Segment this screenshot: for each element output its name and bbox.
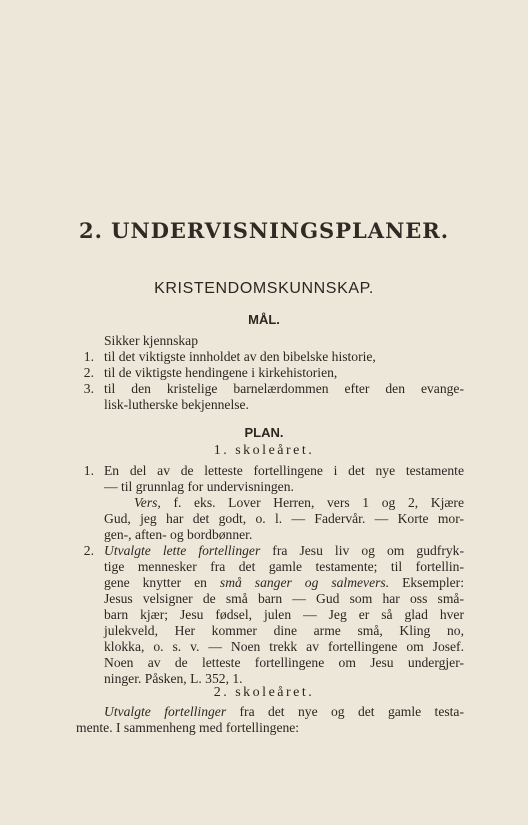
plan-item-1-vers-line: gen-, aften- og bordbønner. xyxy=(104,527,253,542)
mal-item-1: til det viktigste innholdet av den bibelske historie, xyxy=(104,349,376,364)
vers-label: Vers, xyxy=(134,495,161,510)
section-heading: 2. UNDERVISNINGSPLANER. xyxy=(78,218,450,243)
mal-item-2-num: 2. xyxy=(83,365,94,380)
plan-item-1-line: — til grunnlag for undervisningen. xyxy=(104,479,294,494)
plan-item-2-line: Jesus velsigner de små barn — Gud som har oss små- xyxy=(104,591,464,606)
year-2-text: fra det nye og det gamle testa- xyxy=(226,704,464,719)
plan-item-2-line: Noen av de letteste fortellingene om Jesu undergjer- xyxy=(104,655,464,670)
plan-item-2-line xyxy=(104,575,464,591)
year-2-italic: Utvalgte fortellinger xyxy=(104,704,227,719)
plan-item-2-num: 2. xyxy=(83,543,94,558)
year-2-heading: 2. skoleåret. xyxy=(213,685,315,700)
year-2-line xyxy=(104,704,464,720)
plan-item-2-italic: små sanger og salmevers. xyxy=(219,575,390,590)
plan-item-1-vers xyxy=(134,495,464,511)
plan-item-2-line: klokka, o. s. v. — Noen trekk av fortellingene om Josef. xyxy=(104,639,464,654)
plan-item-2-line xyxy=(104,543,464,559)
mal-item-1-num: 1. xyxy=(83,349,94,364)
mal-intro: Sikker kjennskap xyxy=(104,333,199,348)
plan-item-2-line: tige mennesker fra det gamle testamente; til fortellin- xyxy=(104,559,464,574)
plan-item-1-line: En del av de letteste fortellingene i det nye testamente xyxy=(104,463,464,478)
plan-item-2-text: fra Jesu liv og om gudfryk- xyxy=(260,543,464,558)
plan-item-1-num: 1. xyxy=(83,463,94,478)
subject-heading: KRISTENDOMSKUNNSKAP. xyxy=(154,280,374,297)
plan-item-2-line: ninger. Påsken, L. 352, 1. xyxy=(104,671,243,686)
year-2-line: mente. I sammenheng med fortellingene: xyxy=(76,720,300,735)
plan-item-2-line: julekveld, Her kommer dine arme små, Kling no, xyxy=(104,623,464,638)
plan-item-2-text: Eksempler: xyxy=(389,575,464,590)
plan-item-2-title: Utvalgte lette fortellinger xyxy=(104,543,261,558)
plan-item-1-vers-line: Gud, jeg har det godt, o. l. — Fadervår. — Korte mor- xyxy=(104,511,464,526)
mal-item-3: til den kristelige barnelærdommen efter den evange- xyxy=(104,381,464,396)
year-1-heading: 1. skoleåret. xyxy=(213,443,315,458)
vers-text: f. eks. Lover Herren, vers 1 og 2, Kjære xyxy=(160,495,464,510)
mal-heading: MÅL. xyxy=(248,312,280,327)
plan-heading: PLAN. xyxy=(244,425,284,440)
plan-item-2-text: gene knytter en xyxy=(104,575,220,590)
mal-item-2: til de viktigste hendingene i kirkehistorien, xyxy=(104,365,338,380)
plan-item-2-line: barn kjær; Jesu fødsel, julen — Jeg er så glad hver xyxy=(104,607,464,622)
mal-item-3-num: 3. xyxy=(83,381,94,396)
mal-item-3-cont: lisk-lutherske bekjennelse. xyxy=(104,397,249,412)
